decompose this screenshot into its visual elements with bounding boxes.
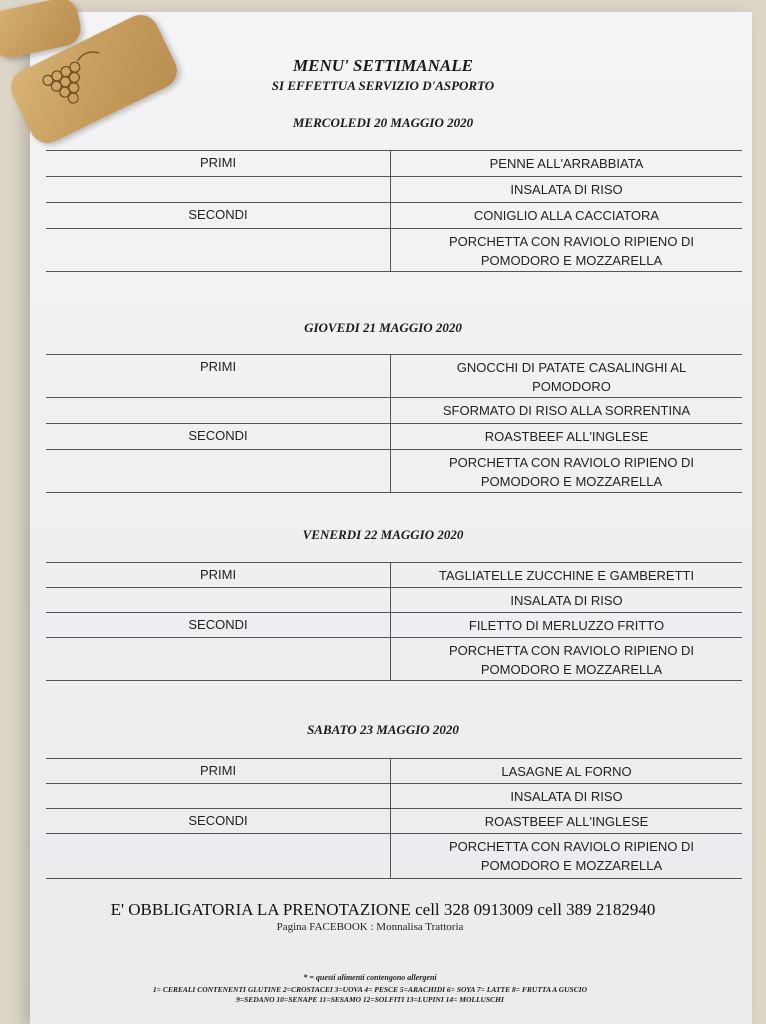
menu-table [46, 562, 742, 681]
menu-table [46, 354, 742, 493]
dish-cell: TAGLIATELLE ZUCCHINE E GAMBERETTI [438, 568, 695, 583]
category-cell [46, 588, 391, 612]
dish-cell: SFORMATO DI RISO ALLA SORRENTINA [442, 403, 691, 418]
category-cell: PRIMI [46, 563, 391, 587]
category-cell [46, 450, 391, 492]
booking-notice: E' OBBLIGATORIA LA PRENOTAZIONE cell 328 0913009 cell 389 2182940 [110, 900, 656, 919]
dish-cell: CONIGLIO ALLA CACCIATORA [473, 208, 660, 223]
table-row [46, 808, 742, 833]
table-row [46, 202, 742, 228]
dish-cell: LASAGNE AL FORNO [501, 764, 632, 779]
day-heading: GIOVEDI 21 MAGGIO 2020 [304, 320, 462, 335]
menu-table [46, 758, 742, 879]
dish-cell: INSALATA DI RISO [510, 789, 623, 804]
allergens-list: 9=SEDANO 10=SENAPE 11=SESAMO 12=SOLFITI 13=LUPINI 14= MOLLUSCHI [236, 995, 504, 1004]
category-cell [46, 229, 391, 271]
dish-cell: PORCHETTA CON RAVIOLO RIPIENO DI POMODORO E MOZZARELLA [448, 839, 695, 873]
category-cell [46, 834, 391, 878]
table-row [46, 150, 742, 176]
day-heading: VENERDI 22 MAGGIO 2020 [302, 527, 464, 542]
allergens-list: 1= CEREALI CONTENENTI GLUTINE 2=CROSTACEI 3=UOVA 4= PESCE 5=ARACHIDI 6= SOYA 7= LATTE 8= FRUTTA A GUSCIO [152, 985, 588, 994]
table-row [46, 397, 742, 423]
category-cell: PRIMI [46, 355, 391, 397]
table-row [46, 637, 742, 681]
category-cell: PRIMI [46, 759, 391, 783]
page-title: MENU' SETTIMANALE [293, 56, 473, 75]
table-row [46, 449, 742, 493]
table-row [46, 783, 742, 808]
dish-cell: PORCHETTA CON RAVIOLO RIPIENO DI POMODORO E MOZZARELLA [448, 234, 695, 268]
table-row [46, 758, 742, 783]
dish-cell: ROASTBEEF ALL'INGLESE [484, 814, 649, 829]
category-cell [46, 638, 391, 680]
category-cell [46, 177, 391, 202]
table-row [46, 612, 742, 637]
table-row [46, 423, 742, 449]
dish-cell: INSALATA DI RISO [510, 182, 623, 197]
table-row [46, 228, 742, 272]
dish-cell: INSALATA DI RISO [510, 593, 623, 608]
dish-cell: PORCHETTA CON RAVIOLO RIPIENO DI POMODORO E MOZZARELLA [448, 455, 695, 489]
table-row [46, 587, 742, 612]
dish-cell: PORCHETTA CON RAVIOLO RIPIENO DI POMODORO E MOZZARELLA [448, 643, 695, 677]
table-row [46, 833, 742, 879]
category-cell: SECONDI [46, 203, 391, 228]
category-cell: SECONDI [46, 424, 391, 449]
page-subtitle: SI EFFETTUA SERVIZIO D'ASPORTO [271, 78, 495, 93]
category-cell [46, 398, 391, 423]
allergens-title: * = questi alimenti contengono allergeni [303, 973, 437, 982]
facebook-page: Pagina FACEBOOK : Monnalisa Trattoria [276, 921, 464, 933]
table-row [46, 354, 742, 397]
dish-cell: GNOCCHI DI PATATE CASALINGHI AL POMODORO [456, 360, 687, 394]
category-cell: SECONDI [46, 809, 391, 833]
menu-table [46, 150, 742, 272]
dish-cell: PENNE ALL'ARRABBIATA [489, 156, 644, 171]
dish-cell: ROASTBEEF ALL'INGLESE [484, 429, 649, 444]
category-cell [46, 784, 391, 808]
category-cell: SECONDI [46, 613, 391, 637]
day-heading: MERCOLEDI 20 MAGGIO 2020 [292, 115, 474, 130]
day-heading: SABATO 23 MAGGIO 2020 [307, 722, 459, 737]
table-row [46, 562, 742, 587]
table-row [46, 176, 742, 202]
category-cell: PRIMI [46, 151, 391, 176]
dish-cell: FILETTO DI MERLUZZO FRITTO [468, 618, 665, 633]
